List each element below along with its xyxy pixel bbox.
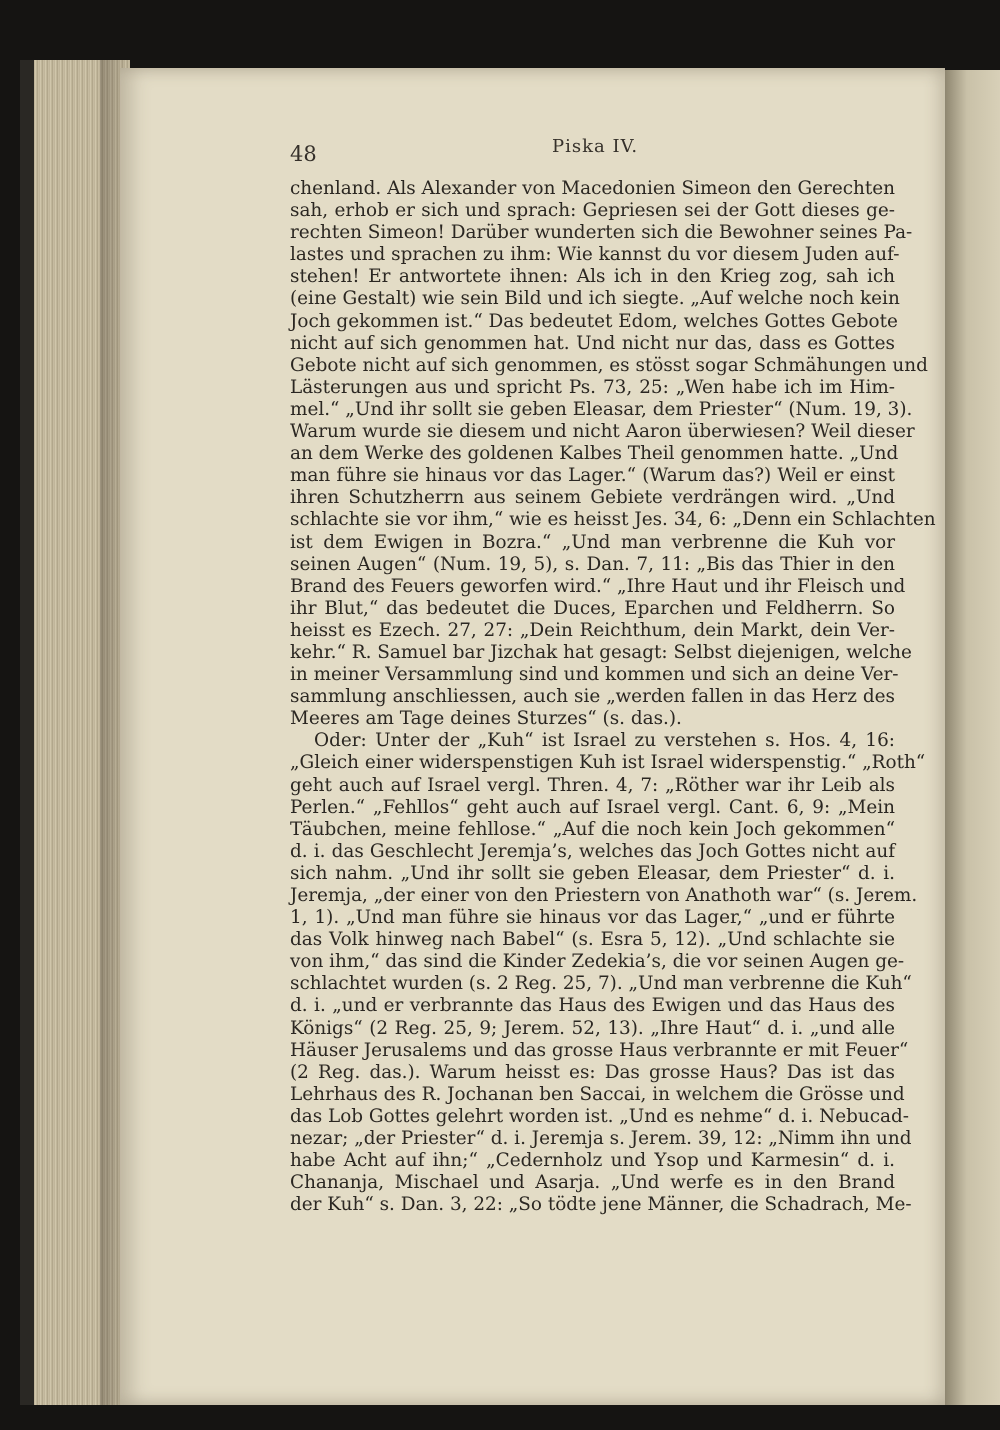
text-line: sah, erhob er sich und sprach: Gepriesen sei der Gott dieses ge-: [290, 200, 895, 222]
text-line: heisst es Ezech. 27, 27: „Dein Reichthum, dein Markt, dein Ver-: [290, 619, 895, 641]
text-line: man führe sie hinaus vor das Lager.“ (Warum das?) Weil er einst: [290, 465, 895, 487]
text-line: mel.“ „Und ihr sollt sie geben Eleasar, dem Priester“ (Num. 19, 3).: [290, 398, 913, 420]
text-line: d. i. das Geschlecht Jeremja’s, welches das Joch Gottes nicht auf: [290, 840, 895, 862]
running-head: Piska IV.: [552, 136, 639, 157]
text-line: Königs“ (2 Reg. 25, 9; Jerem. 52, 13). „Ihre Haut“ d. i. „und alle: [290, 1017, 895, 1039]
text-line: Brand des Feuers geworfen wird.“ „Ihre Haut und ihr Fleisch und: [290, 575, 906, 597]
text-line: Joch gekommen ist.“ Das bedeutet Edom, welches Gottes Gebote: [290, 310, 898, 332]
text-line: Lästerungen aus und spricht Ps. 73, 25: „Wen habe ich im Him-: [290, 376, 895, 398]
text-line: der Kuh“ s. Dan. 3, 22: „So tödte jene Männer, die Schadrach, Me-: [290, 1194, 912, 1216]
text-line: nezar; „der Priester“ d. i. Jeremja s. Jerem. 39, 12: „Nimm ihn und: [290, 1128, 912, 1150]
text-line: von ihm,“ das sind die Kinder Zedekia’s, die vor seinen Augen ge-: [290, 951, 905, 973]
text-line: sich nahm. „Und ihr sollt sie geben Eleasar, dem Priester“ d. i.: [290, 862, 895, 884]
text-line: Lehrhaus des R. Jochanan ben Saccai, in welchem die Grösse und: [290, 1083, 905, 1105]
text-line: schlachte sie vor ihm,“ wie es heisst Jes. 34, 6: „Denn ein Schlachten: [290, 509, 936, 531]
text-line: das Lob Gottes gelehrt worden ist. „Und es nehme“ d. i. Nebucad-: [290, 1105, 909, 1127]
text-line: nicht auf sich genommen hat. Und nicht nur das, dass es Gottes: [290, 332, 895, 354]
text-line: geht auch auf Israel vergl. Thren. 4, 7: „Röther war ihr Leib als: [290, 774, 895, 796]
text-line: das Volk hinweg nach Babel“ (s. Esra 5, 12). „Und schlachte sie: [290, 929, 895, 951]
text-line: Warum wurde sie diesem und nicht Aaron überwiesen? Weil dieser: [290, 421, 915, 443]
text-line: stehen! Er antwortete ihnen: Als ich in den Krieg zog, sah ich: [290, 266, 895, 288]
text-line: (2 Reg. das.). Warum heisst es: Das grosse Haus? Das ist das: [290, 1061, 895, 1083]
text-line: 1, 1). „Und man führe sie hinaus vor das Lager,“ „und er führte: [290, 907, 895, 929]
text-line: schlachtet wurden (s. 2 Reg. 25, 7). „Und man verbrenne die Kuh“: [290, 973, 912, 995]
text-line: ihren Schutzherrn aus seinem Gebiete verdrängen wird. „Und: [290, 487, 895, 509]
text-line: d. i. „und er verbrannte das Haus des Ewigen und das Haus des: [290, 995, 895, 1017]
page-header: [290, 136, 895, 166]
text-line: an dem Werke des goldenen Kalbes Theil genommen hatte. „Und: [290, 443, 899, 465]
text-line: lastes und sprachen zu ihm: Wie kannst du vor diesem Juden auf-: [290, 244, 900, 266]
text-line: Perlen.“ „Fehllos“ geht auch auf Israel vergl. Cant. 6, 9: „Mein: [290, 796, 895, 818]
text-line: (eine Gestalt) wie sein Bild und ich siegte. „Auf welche noch kein: [290, 288, 900, 310]
text-line: habe Acht auf ihn;“ „Cedernholz und Ysop und Karmesin“ d. i.: [290, 1150, 895, 1172]
text-line: Gebote nicht auf sich genommen, es stösst sogar Schmähungen und: [290, 354, 928, 376]
text-line: ist dem Ewigen in Bozra.“ „Und man verbrenne die Kuh vor: [290, 531, 895, 553]
text-line: Oder: Unter der „Kuh“ ist Israel zu verstehen s. Hos. 4, 16:: [314, 730, 895, 752]
text-line: Häuser Jerusalems und das grosse Haus verbrannte er mit Feuer“: [290, 1039, 909, 1061]
text-line: Täubchen, meine fehllose.“ „Auf die noch kein Joch gekommen“: [290, 818, 895, 840]
text-line: Meeres am Tage deines Sturzes“ (s. das.).: [290, 708, 682, 730]
text-line: sammlung anschliessen, auch sie „werden fallen in das Herz des: [290, 686, 895, 708]
text-line: „Gleich einer widerspenstigen Kuh ist Israel widerspenstig.“ „Roth“: [290, 752, 926, 774]
text-line: chenland. Als Alexander von Macedonien Simeon den Gerechten: [290, 178, 895, 199]
text-line: kehr.“ R. Samuel bar Jizchak hat gesagt: Selbst diejenigen, welche: [290, 641, 912, 663]
text-line: seinen Augen“ (Num. 19, 5), s. Dan. 7, 11: „Bis das Thier in den: [290, 553, 895, 575]
body-text: [290, 178, 936, 1216]
text-line: ihr Blut,“ das bedeutet die Duces, Eparchen und Feldherrn. So: [290, 597, 895, 619]
adjacent-page-edge: [945, 70, 1000, 1405]
page-number: 48: [290, 142, 317, 166]
text-line: in meiner Versammlung sind und kommen und sich an deine Ver-: [290, 664, 899, 686]
text-line: Chananja, Mischael und Asarja. „Und werfe es in den Brand: [290, 1172, 895, 1194]
text-line: Jeremja, „der einer von den Priestern von Anathoth war“ (s. Jerem.: [290, 885, 918, 906]
text-line: rechten Simeon! Darüber wunderten sich die Bewohner seines Pa-: [290, 222, 913, 244]
